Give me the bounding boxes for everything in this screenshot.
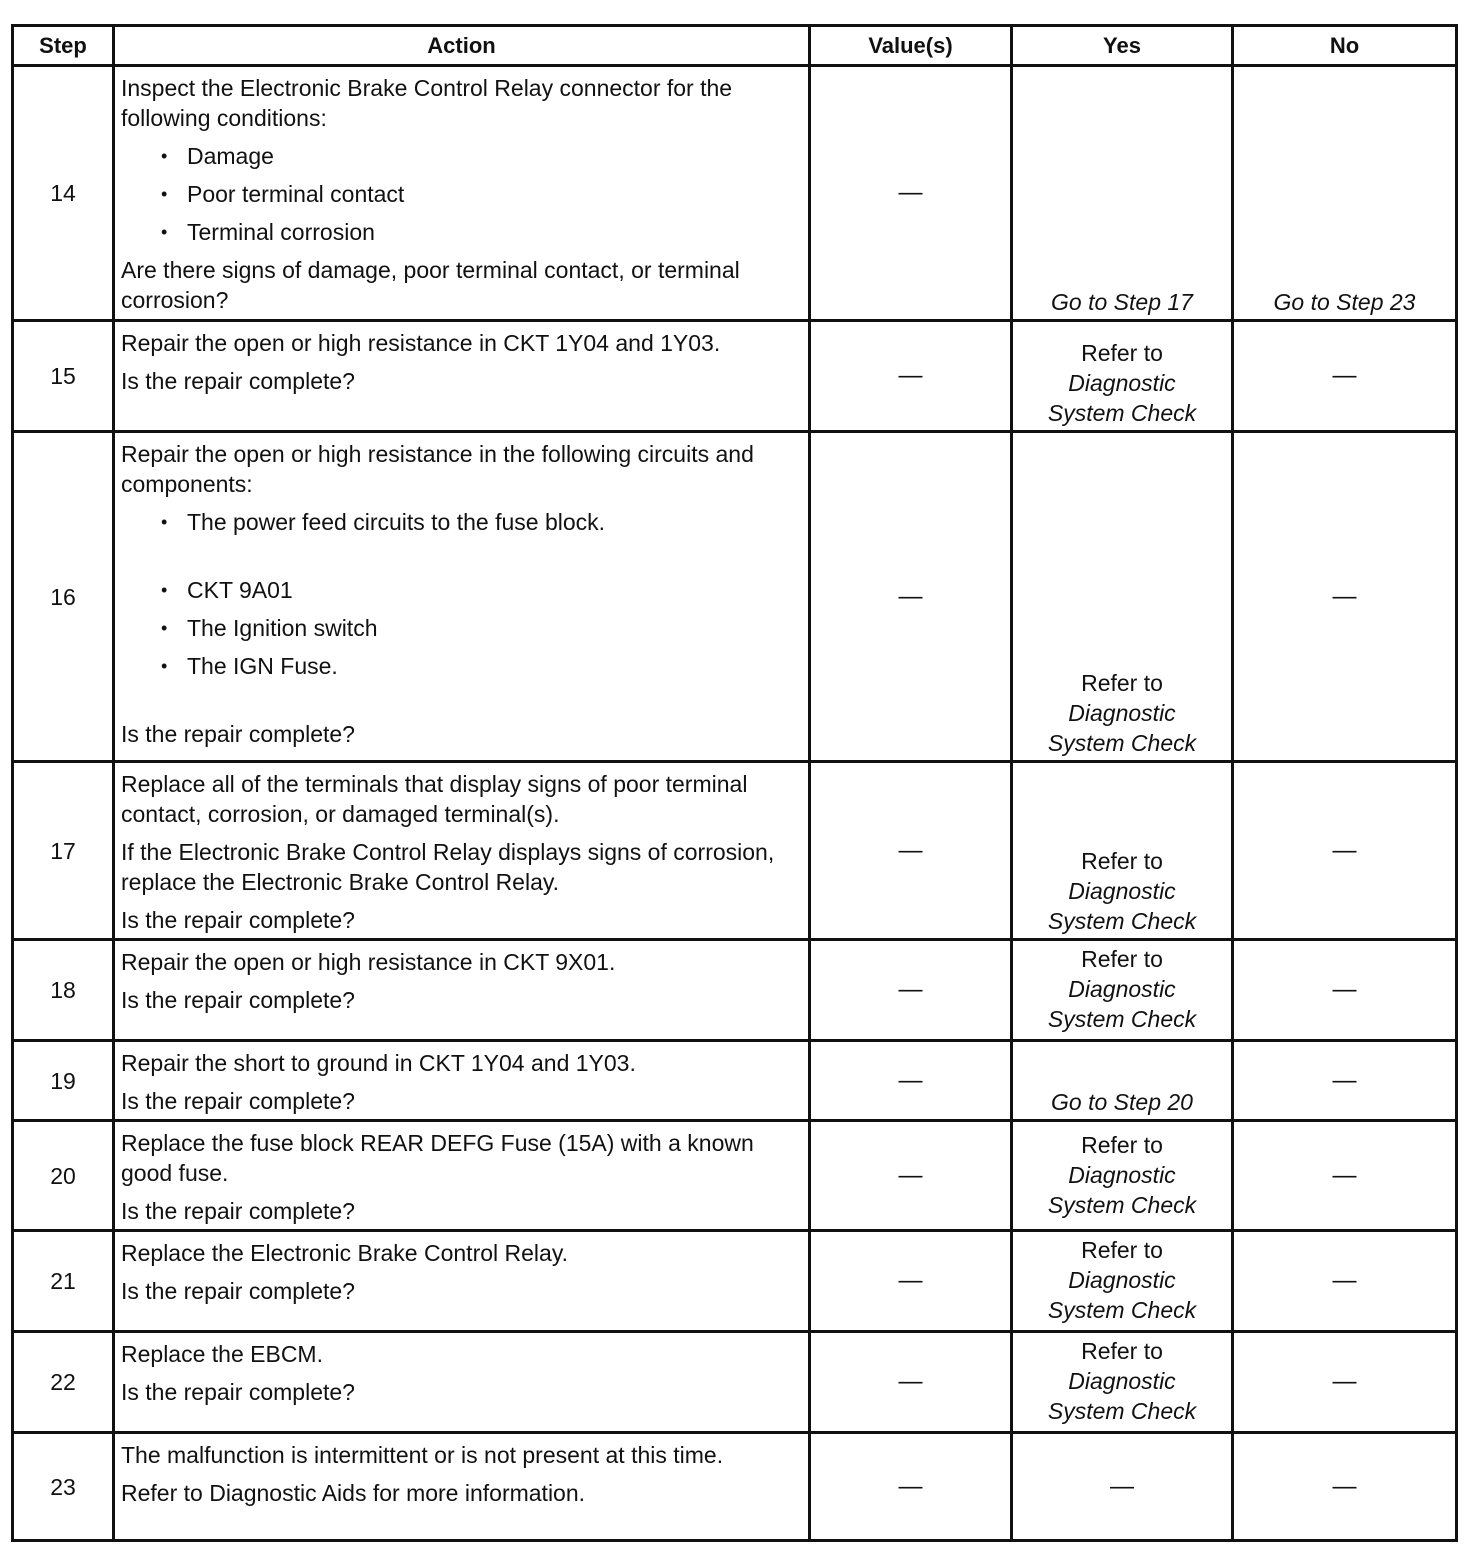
no-cell: — <box>1233 1332 1457 1433</box>
diagnostic-link[interactable]: Diagnostic <box>1068 1267 1176 1293</box>
diagnostic-link[interactable]: Diagnostic <box>1068 370 1176 396</box>
action-note: If the Electronic Brake Control Relay displays signs of corrosion, replace the Electronic Brake Control Relay. <box>121 839 775 895</box>
refer-to-text: Refer to <box>1081 340 1163 366</box>
action-cell <box>114 321 810 432</box>
no-cell: — <box>1233 762 1457 940</box>
yes-cell <box>1012 321 1233 432</box>
list-item: • Damage <box>187 141 800 171</box>
step-number: 22 <box>13 1332 114 1433</box>
yes-cell <box>1012 762 1233 940</box>
value-cell: — <box>810 762 1012 940</box>
step-number: 23 <box>13 1433 114 1541</box>
header-action: Action <box>114 26 810 66</box>
condition-list <box>121 141 800 247</box>
action-intro: Replace all of the terminals that display signs of poor terminal contact, corrosion, or damaged terminal(s). <box>121 771 748 827</box>
action-cell <box>114 66 810 321</box>
system-check-link[interactable]: System Check <box>1047 400 1197 426</box>
step-number: 16 <box>13 432 114 762</box>
yes-cell <box>1012 432 1233 762</box>
value-cell: — <box>810 1332 1012 1433</box>
action-question: Are there signs of damage, poor terminal contact, or terminal corrosion? <box>121 257 740 313</box>
header-no: No <box>1233 26 1457 66</box>
no-cell: — <box>1233 1121 1457 1231</box>
header-step: Step <box>13 26 114 66</box>
refer-to-text: Refer to <box>1081 1237 1163 1263</box>
no-cell: — <box>1233 321 1457 432</box>
yes-cell <box>1012 1231 1233 1332</box>
list-item: • The power feed circuits to the fuse block. <box>187 507 800 537</box>
header-row <box>13 26 1457 66</box>
step-number: 18 <box>13 940 114 1041</box>
refer-to-text: Refer to <box>1081 848 1163 874</box>
header-yes: Yes <box>1012 26 1233 66</box>
circuit-list <box>121 507 800 681</box>
refer-to-text: Refer to <box>1081 670 1163 696</box>
list-item: • CKT 9A01 <box>187 575 800 605</box>
no-cell: — <box>1233 940 1457 1041</box>
no-cell: — <box>1233 432 1457 762</box>
table-row-step-17 <box>13 762 1457 940</box>
value-cell: — <box>810 940 1012 1041</box>
action-intro: Repair the short to ground in CKT 1Y04 and 1Y03. <box>121 1050 636 1076</box>
system-check-link[interactable]: System Check <box>1047 1006 1197 1032</box>
diagnostic-link[interactable]: Diagnostic <box>1068 1368 1176 1394</box>
step-number: 19 <box>13 1041 114 1121</box>
system-check-link[interactable]: System Check <box>1047 730 1197 756</box>
table-row-step-19 <box>13 1041 1457 1121</box>
no-cell: Go to Step 23 <box>1233 66 1457 321</box>
value-cell: — <box>810 66 1012 321</box>
refer-to-text: Refer to <box>1081 1338 1163 1364</box>
action-cell <box>114 1231 810 1332</box>
table-row-step-21 <box>13 1231 1457 1332</box>
table-row-step-22 <box>13 1332 1457 1433</box>
action-cell <box>114 1433 810 1541</box>
yes-cell <box>1012 940 1233 1041</box>
yes-cell <box>1012 1332 1233 1433</box>
list-item: • Terminal corrosion <box>187 217 800 247</box>
list-item: • Poor terminal contact <box>187 179 800 209</box>
diagnostic-link[interactable]: Diagnostic <box>1068 1161 1176 1188</box>
action-intro: Repair the open or high resistance in the following circuits and components: <box>121 441 754 497</box>
refer-to-text: Refer to <box>1081 1131 1163 1158</box>
action-question: Is the repair complete? <box>121 907 355 933</box>
action-cell <box>114 940 810 1041</box>
action-cell <box>114 1332 810 1433</box>
action-intro: Replace the EBCM. <box>121 1341 323 1367</box>
action-intro: The malfunction is intermittent or is not present at this time. <box>121 1442 724 1468</box>
action-question: Is the repair complete? <box>121 368 355 394</box>
list-item: • The Ignition switch <box>187 613 800 643</box>
system-check-link[interactable]: System Check <box>1047 1297 1197 1323</box>
diagnostic-link[interactable]: Diagnostic <box>1068 976 1176 1002</box>
action-question: Is the repair complete? <box>121 1088 355 1114</box>
action-question: Is the repair complete? <box>121 987 355 1013</box>
action-intro: Replace the Electronic Brake Control Relay. <box>121 1240 569 1266</box>
diagnostic-table <box>11 24 1458 1542</box>
yes-cell: — <box>1012 1433 1233 1541</box>
action-intro: Repair the open or high resistance in CKT 9X01. <box>121 949 616 975</box>
value-cell: — <box>810 432 1012 762</box>
action-intro: Repair the open or high resistance in CKT 1Y04 and 1Y03. <box>121 330 721 356</box>
action-question: Is the repair complete? <box>121 1198 355 1224</box>
table-row-step-15 <box>13 321 1457 432</box>
step-number: 21 <box>13 1231 114 1332</box>
value-cell: — <box>810 1121 1012 1231</box>
no-cell: — <box>1233 1041 1457 1121</box>
action-cell <box>114 432 810 762</box>
header-values: Value(s) <box>810 26 1012 66</box>
system-check-link[interactable]: System Check <box>1047 1191 1197 1218</box>
table-row-step-23 <box>13 1433 1457 1541</box>
yes-cell: Go to Step 20 <box>1012 1041 1233 1121</box>
table-row-step-20 <box>13 1121 1457 1231</box>
step-number: 20 <box>13 1121 114 1231</box>
step-number: 14 <box>13 66 114 321</box>
action-question: Is the repair complete? <box>121 1379 355 1405</box>
action-cell <box>114 1121 810 1231</box>
table-row-step-16 <box>13 432 1457 762</box>
action-cell <box>114 762 810 940</box>
system-check-link[interactable]: System Check <box>1047 908 1197 934</box>
table-row-step-18 <box>13 940 1457 1041</box>
table-row-step-14 <box>13 66 1457 321</box>
action-cell <box>114 1041 810 1121</box>
value-cell: — <box>810 1041 1012 1121</box>
no-cell: — <box>1233 1433 1457 1541</box>
action-intro: Replace the fuse block REAR DEFG Fuse (15A) with a known good fuse. <box>121 1130 754 1186</box>
yes-cell <box>1012 1121 1233 1231</box>
diagnostic-link[interactable]: Diagnostic <box>1068 700 1176 726</box>
value-cell: — <box>810 1231 1012 1332</box>
action-intro: Inspect the Electronic Brake Control Relay connector for the following conditions: <box>121 75 733 131</box>
value-cell: — <box>810 321 1012 432</box>
diagnostic-link[interactable]: Diagnostic <box>1068 878 1176 904</box>
yes-cell: Go to Step 17 <box>1012 66 1233 321</box>
list-item: • The IGN Fuse. <box>187 651 800 681</box>
value-cell: — <box>810 1433 1012 1541</box>
action-question: Refer to Diagnostic Aids for more information. <box>121 1480 586 1506</box>
no-cell: — <box>1233 1231 1457 1332</box>
refer-to-text: Refer to <box>1081 946 1163 972</box>
action-question: Is the repair complete? <box>121 721 355 747</box>
action-question: Is the repair complete? <box>121 1278 355 1304</box>
system-check-link[interactable]: System Check <box>1047 1398 1197 1424</box>
step-number: 17 <box>13 762 114 940</box>
step-number: 15 <box>13 321 114 432</box>
